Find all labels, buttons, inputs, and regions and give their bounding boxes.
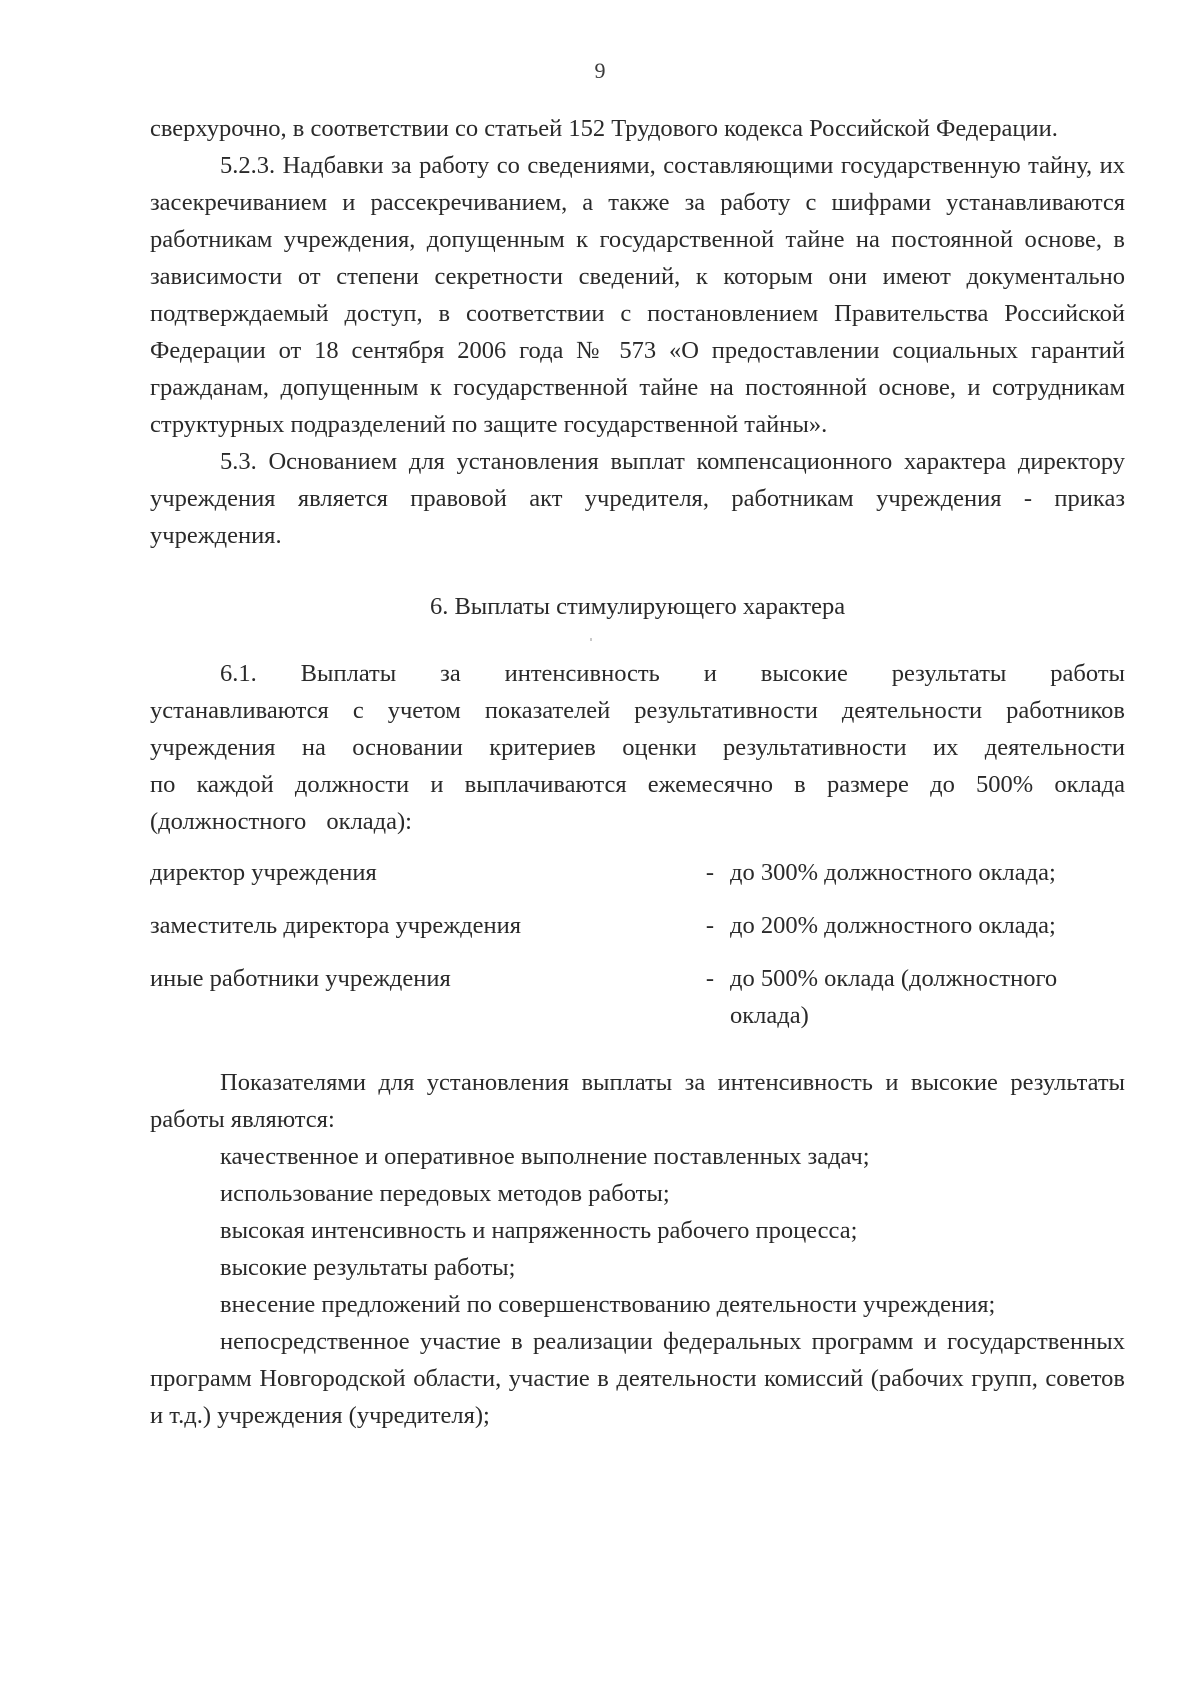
allowance-position: иные работники учреждения bbox=[150, 965, 451, 992]
paragraph-5-3: 5.3. Основанием для установления выплат компенсационного характера директору учреждения является правовой акт учредителя, работникам учреждения - приказ учреждения. bbox=[150, 448, 1125, 549]
paragraph-overtime: сверхурочно, в соответствии со статьей 152 Трудового кодекса Российской Федерации. bbox=[150, 115, 1058, 142]
indicator-item: высокая интенсивность и напряженность рабочего процесса; bbox=[220, 1217, 858, 1244]
page-number: 9 bbox=[594, 58, 606, 83]
section-heading: 6. Выплаты стимулирующего характера bbox=[429, 593, 846, 620]
allowance-list bbox=[150, 854, 1125, 1034]
paragraph-5-2-3: 5.2.3. Надбавки за работу со сведениями, составляющими государственную тайну, их засекречиванием и рассекречиванием, а также за работу с шифрами устанавливаются работникам учреждения, допущенным к государственной тайне на постоянной основе, в зависимости от степени секретности сведений, к которым они имеют документально подтверждаемый доступ, в соответствии с постановлением Правительства Российской Федерации от 18 сентября 2006 года № 573 «О предоставлении социальных гарантий гражданам, допущенным к государственной тайне на постоянной основе, и сотрудникам структурных подразделений по защите государственной тайны». bbox=[150, 152, 1125, 438]
allowance-position: директор учреждения bbox=[150, 859, 377, 886]
allowance-row bbox=[150, 960, 1125, 1034]
indicator-item: качественное и оперативное выполнение поставленных задач; bbox=[220, 1143, 870, 1170]
indicators-intro: Показателями для установления выплаты за интенсивность и высокие результаты работы являются: bbox=[150, 1069, 1125, 1133]
indicator-item: внесение предложений по совершенствованию деятельности учреждения; bbox=[220, 1291, 996, 1318]
allowance-position: заместитель директора учреждения bbox=[150, 912, 521, 939]
indicator-item: непосредственное участие в реализации федеральных программ и государственных программ Новгородской области, участие в деятельности комиссий (рабочих групп, советов и т.д.) учреждения (учредителя); bbox=[150, 1328, 1125, 1429]
indicator-item: высокие результаты работы; bbox=[220, 1254, 516, 1281]
allowance-amount: до 300% должностного оклада; bbox=[730, 859, 1056, 886]
allowance-row bbox=[150, 907, 1125, 944]
allowance-dash: - bbox=[705, 912, 715, 939]
indicator-item: использование передовых методов работы; bbox=[220, 1180, 670, 1207]
indicators-block bbox=[150, 1064, 1125, 1434]
allowance-amount: до 500% оклада (должностного оклада) bbox=[730, 965, 1058, 1029]
allowance-dash: - bbox=[705, 965, 715, 992]
allowance-amount: до 200% должностного оклада; bbox=[730, 912, 1056, 939]
allowance-row bbox=[150, 854, 1125, 891]
document-body bbox=[150, 110, 1125, 1434]
paragraph-6-1: 6.1. Выплаты за интенсивность и высокие результаты работы устанавливаются с учетом показателей результативности деятельности работников учреждения на основании критериев оценки результативности их деятельности по каждой должности и выплачиваются ежемесячно в размере до 500% оклада (должностного оклада): bbox=[150, 660, 1125, 835]
allowance-dash: - bbox=[705, 859, 715, 886]
